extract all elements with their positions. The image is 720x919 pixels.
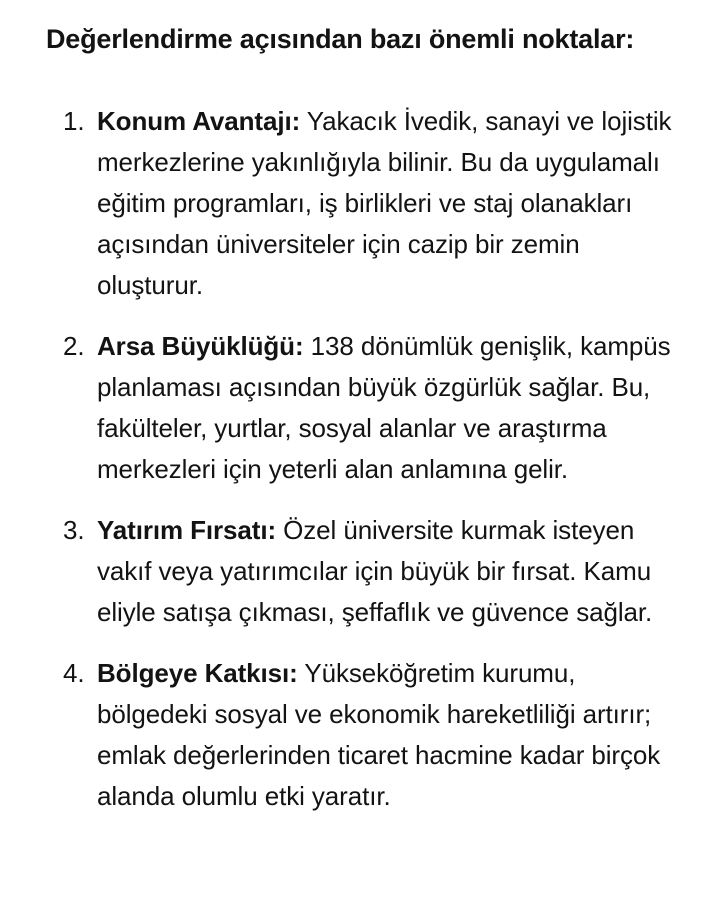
item-number: 2. [63,331,85,361]
item-description: Özel üniversite kurmak isteyen vakıf veya yatırımcılar için büyük bir fırsat. Kamu eliyle satışa çıkması, şeffaflık ve güvence sağlar. [97,515,653,627]
item-term: Yatırım Fırsatı: [97,515,277,545]
list-item [63,101,676,306]
item-text [97,653,675,817]
list-item [63,653,676,817]
item-term: Bölgeye Katkısı: [97,658,298,688]
item-number: 1. [63,106,85,136]
list-item [63,326,676,490]
item-text [97,510,675,633]
list-item [63,510,676,633]
numbered-list [46,101,676,817]
item-description: 138 dönümlük genişlik, kampüs planlaması açısından büyük özgürlük sağlar. Bu, fakülteler, yurtlar, sosyal alanlar ve araştırma merkezleri için yeterli alan anlamına gelir. [97,331,671,484]
item-term: Arsa Büyüklüğü: [97,331,304,361]
item-description: Yükseköğretim kurumu, bölgedeki sosyal ve ekonomik hareketliliği artırır; emlak değerlerinden ticaret hacmine kadar birçok alanda olumlu etki yaratır. [97,658,661,811]
item-term: Konum Avantajı: [97,106,301,136]
item-description: Yakacık İvedik, sanayi ve lojistik merkezlerine yakınlığıyla bilinir. Bu da uygulamalı eğitim programları, iş birlikleri ve staj olanakları açısından üniversiteler için cazip bir zemin oluşturur. [97,106,672,300]
page-title: Değerlendirme açısından bazı önemli noktalar: [46,24,635,54]
item-number: 4. [63,658,85,688]
item-text [97,326,675,490]
item-number: 3. [63,515,85,545]
item-text [97,101,675,306]
